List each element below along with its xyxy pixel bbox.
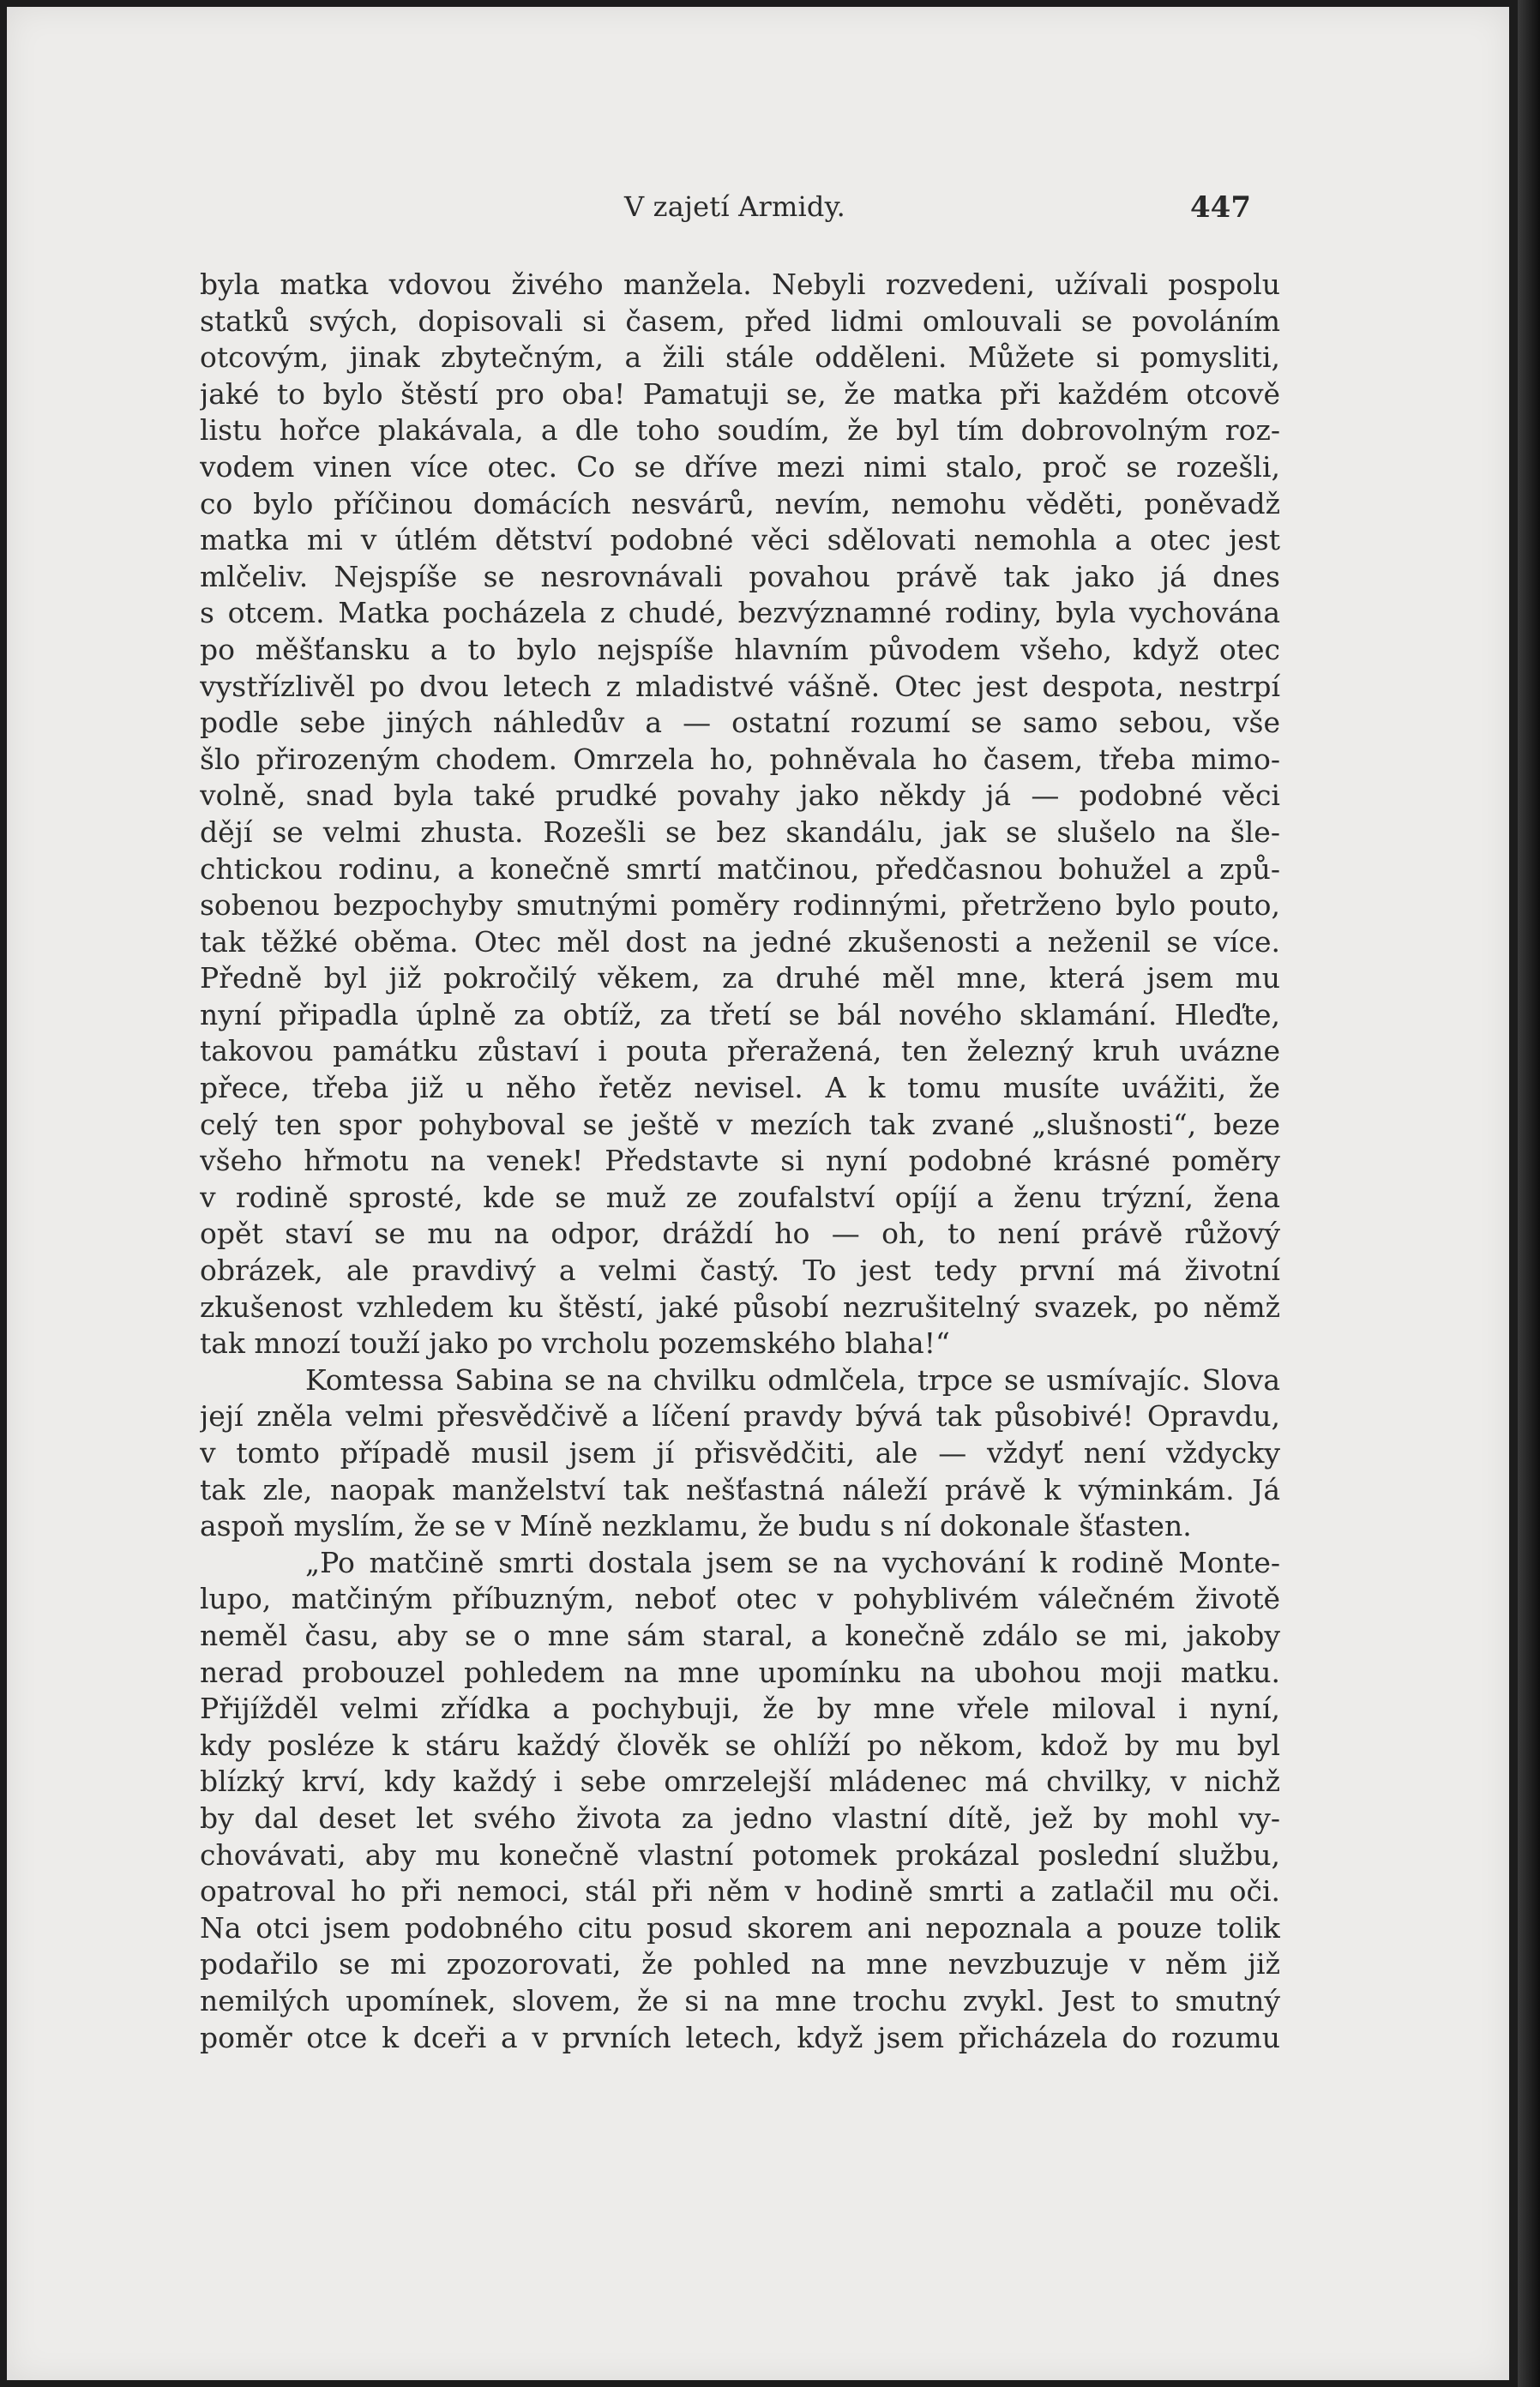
text-line: v tomto případě musil jsem jí přisvědčiti, ale — vždyť není vždycky [200, 1436, 1280, 1470]
text-line: celý ten spor pohyboval se ještě v mezích tak zvané „slušnosti“, beze [200, 1107, 1280, 1141]
text-line: v rodině sprosté, kde se muž ze zoufalství opíjí a ženu trýzní, žena [200, 1180, 1280, 1214]
text-line: obrázek, ale pravdivý a velmi častý. To jest tedy první má životní [200, 1254, 1280, 1288]
text-line: nemilých upomínek, slovem, že si na mne trochu zvykl. Jest to smutný [200, 1983, 1280, 2017]
text-line: přece, třeba již u něho řetěz nevisel. A k tomu musíte uvážiti, že [200, 1071, 1280, 1105]
body-text [200, 267, 1280, 2056]
text-line: otcovým, jinak zbytečným, a žili stále odděleni. Můžete si pomysliti, [200, 340, 1280, 375]
text-line: opatroval ho při nemoci, stál při něm v hodině smrti a zatlačil mu oči. [200, 1874, 1280, 1909]
text-line-paragraph-end: aspoň myslím, že se v Míně nezklamu, že budu s ní dokonale šťasten. [200, 1509, 1192, 1543]
page-number: 447 [1190, 190, 1251, 225]
text-line-paragraph-start: Komtessa Sabina se na chvilku odmlčela, trpce se usmívajíc. Slova [305, 1362, 1280, 1397]
text-line: nyní připadla úplně za obtíž, za třetí se bál nového sklamání. Hleďte, [200, 997, 1280, 1031]
text-line: po měšťansku a to bylo nejspíše hlavním původem všeho, když otec [200, 632, 1280, 666]
text-line: vystřízlivěl po dvou letech z mladistvé vášně. Otec jest despota, nestrpí [200, 669, 1280, 703]
text-line: poměr otce k dceři a v prvních letech, když jsem přicházela do rozumu [200, 2020, 1280, 2054]
text-line: listu hořce plakávala, a dle toho soudím, že byl tím dobrovolným roz- [200, 413, 1280, 448]
text-line: s otcem. Matka pocházela z chudé, bezvýznamné rodiny, byla vychována [200, 596, 1280, 630]
text-line: neměl času, aby se o mne sám staral, a konečně zdálo se mi, jakoby [200, 1618, 1280, 1652]
text-line: Předně byl již pokročilý věkem, za druhé měl mne, která jsem mu [200, 961, 1280, 995]
page-edge-shadow [1518, 0, 1540, 2387]
text-line: mlčeliv. Nejspíše se nesrovnávali povahou právě tak jako já dnes [200, 559, 1280, 593]
text-line: kdy posléze k stáru každý člověk se ohlíží po někom, kdož by mu byl [200, 1728, 1280, 1762]
text-line: chovávati, aby mu konečně vlastní potomek prokázal poslední službu, [200, 1837, 1280, 1872]
text-line-paragraph-end: tak mnozí touží jako po vrcholu pozemského blaha!“ [200, 1326, 950, 1361]
text-line: tak zle, naopak manželství tak nešťastná náleží právě k výminkám. Já [200, 1472, 1280, 1506]
text-line: dějí se velmi zhusta. Rozešli se bez skandálu, jak se slušelo na šle- [200, 815, 1280, 849]
text-line: podle sebe jiných náhledův a — ostatní rozumí se samo sebou, vše [200, 706, 1280, 740]
text-line: vodem vinen více otec. Co se dříve mezi nimi stalo, proč se rozešli, [200, 449, 1280, 484]
text-line: jaké to bylo štěstí pro oba! Pamatuji se, že matka při každém otcově [200, 376, 1280, 411]
text-line: statků svých, dopisovali si časem, před lidmi omlouvali se povoláním [200, 304, 1280, 338]
text-line: by dal deset let svého života za jedno vlastní dítě, jež by mohl vy- [200, 1801, 1280, 1835]
text-line-paragraph-start: „Po matčině smrti dostala jsem se na vychování k rodině Monte- [305, 1545, 1280, 1579]
text-line: zkušenost vzhledem ku štěstí, jaké působí nezrušitelný svazek, po němž [200, 1290, 1280, 1324]
text-line: Přijížděl velmi zřídka a pochybuji, že by mne vřele miloval i nyní, [200, 1692, 1280, 1726]
text-line: podařilo se mi zpozorovati, že pohled na mne nevzbuzuje v něm již [200, 1947, 1280, 1981]
text-line: volně, snad byla také prudké povahy jako někdy já — podobné věci [200, 779, 1280, 813]
text-line: takovou památku zůstaví i pouta přeražená, ten železný kruh uvázne [200, 1034, 1280, 1068]
text-line: co bylo příčinou domácích nesvárů, nevím, nemohu věděti, poněvadž [200, 486, 1280, 520]
text-line: opět staví se mu na odpor, dráždí ho — oh, to není právě růžový [200, 1217, 1280, 1251]
text-line: lupo, matčiným příbuzným, neboť otec v pohyblivém válečném životě [200, 1582, 1280, 1616]
text-line: chtickou rodinu, a konečně smrtí matčinou, předčasnou bohužel a způ- [200, 851, 1280, 886]
text-line: všeho hřmotu na venek! Představte si nyní podobné krásné poměry [200, 1144, 1280, 1178]
text-line: šlo přirozeným chodem. Omrzela ho, pohněvala ho časem, třeba mimo- [200, 742, 1280, 776]
text-line: její zněla velmi přesvědčivě a líčení pravdy bývá tak působivé! Opravdu, [200, 1399, 1280, 1434]
text-line: Na otci jsem podobného citu posud skorem ani nepoznala a pouze tolik [200, 1910, 1280, 1945]
text-line: sobenou bezpochyby smutnými poměry rodinnými, přetrženo bylo pouto, [200, 888, 1280, 923]
text-line: byla matka vdovou živého manžela. Nebyli rozvedeni, užívali pospolu [200, 268, 1280, 301]
text-line: nerad probouzel pohledem na mne upomínku na ubohou moji matku. [200, 1655, 1280, 1689]
running-title: V zajetí Armidy. [624, 190, 846, 223]
text-line: blízký krví, kdy každý i sebe omrzelejší mládenec má chvilky, v nichž [200, 1765, 1280, 1799]
text-line: tak těžké oběma. Otec měl dost na jedné zkušenosti a neženil se více. [200, 924, 1280, 959]
book-page [7, 7, 1509, 2380]
page-header [7, 190, 1509, 238]
text-line: matka mi v útlém dětství podobné věci sdělovati nemohla a otec jest [200, 523, 1280, 557]
